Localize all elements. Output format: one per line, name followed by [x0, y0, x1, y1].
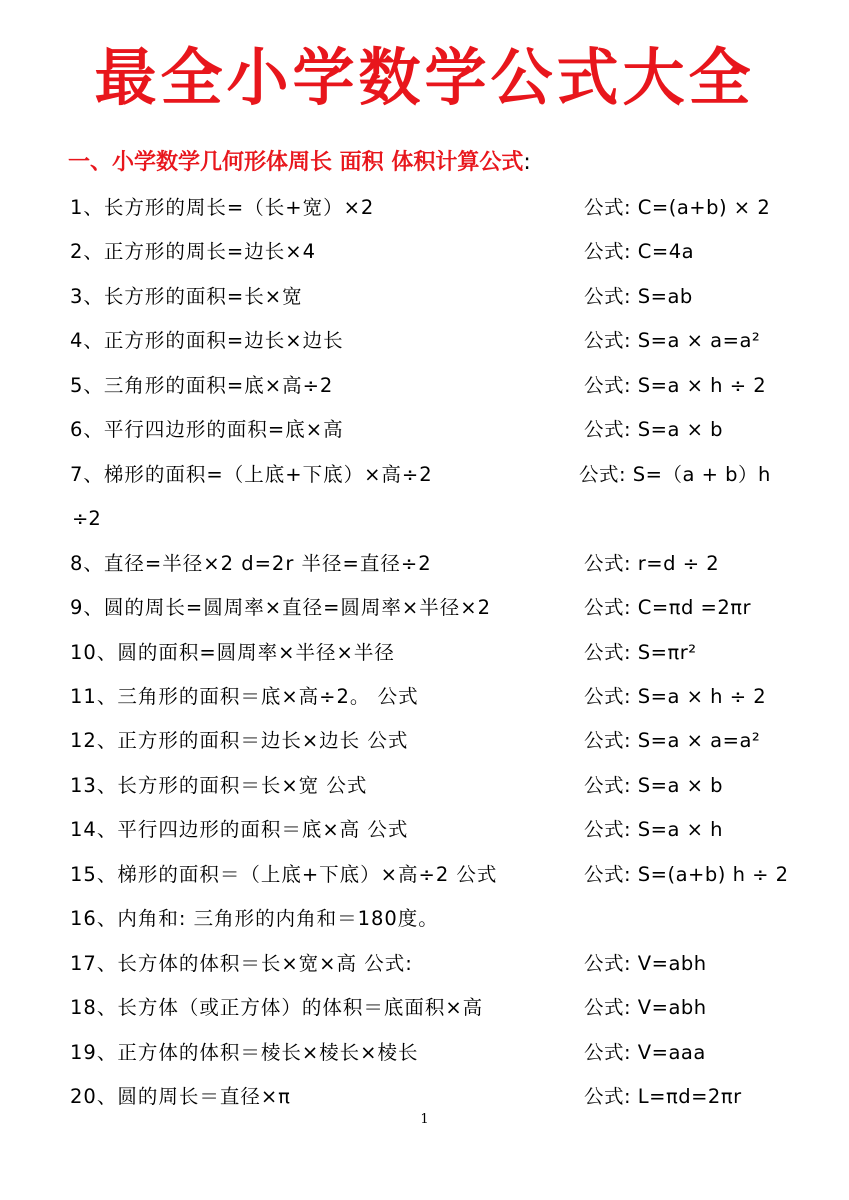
- section-heading-colon: :: [523, 150, 531, 175]
- formula-row: [0, 1077, 849, 1117]
- formula-description: 1、长方形的周长=（长+宽）×2: [70, 196, 375, 219]
- formula-description: 20、圆的周长＝直径×π: [70, 1085, 291, 1108]
- formula-row: [0, 499, 849, 539]
- formula-expression: 公式: S=ab: [584, 284, 693, 308]
- formula-expression: 公式: V=abh: [584, 951, 707, 975]
- formula-expression: 公式: S=πr²: [584, 640, 697, 664]
- formula-expression: 公式: S=a × h: [584, 818, 724, 842]
- formula-expression: 公式: S=(a+b) h ÷ 2: [584, 862, 789, 886]
- formula-row: [0, 810, 849, 850]
- formula-description: 10、圆的面积=圆周率×半径×半径: [70, 640, 395, 664]
- page-number: 1: [420, 1112, 429, 1127]
- formula-expression: 公式: S=a × h ÷ 2: [584, 373, 767, 397]
- formula-expression: 公式: C=4a: [584, 240, 695, 264]
- formula-row-continuation: ÷2: [72, 507, 101, 531]
- formula-row: [0, 766, 849, 806]
- formula-expression: 公式: S=a × b: [584, 773, 724, 797]
- formula-description: 12、正方形的面积＝边长×边长 公式: [70, 729, 409, 753]
- formula-expression: 公式: C=πd =2πr: [584, 596, 752, 620]
- formula-row: [0, 677, 849, 717]
- formula-row: [0, 188, 849, 228]
- formula-description: 11、三角形的面积＝底×高÷2。 公式: [70, 684, 419, 708]
- formula-expression: 公式: S=a × a=a²: [584, 729, 761, 753]
- formula-description: 9、圆的周长=圆周率×直径=圆周率×半径×2: [70, 596, 492, 620]
- section-heading-text: 一、小学数学几何形体周长 面积 体积计算公式: [68, 150, 524, 175]
- formula-expression: 公式: r=d ÷ 2: [584, 551, 720, 575]
- formula-expression: 公式: V=abh: [584, 996, 707, 1020]
- formula-row: [0, 277, 849, 317]
- formula-row: [0, 1033, 849, 1073]
- formula-row: [0, 588, 849, 628]
- formula-description: 15、梯形的面积＝（上底+下底）×高÷2 公式: [70, 862, 498, 886]
- formula-description: 8、直径=半径×2 d=2r 半径=直径÷2: [70, 551, 432, 575]
- formula-expression: 公式: S=a × b: [584, 418, 724, 442]
- formula-expression: 公式: S=（a + b）h: [579, 462, 771, 486]
- formula-description: 3、长方形的面积=长×宽: [70, 284, 303, 308]
- formula-description: 17、长方体的体积＝长×宽×高 公式:: [70, 951, 413, 975]
- formula-row: [0, 633, 849, 673]
- formula-row: [0, 899, 849, 939]
- formula-description: 6、平行四边形的面积=底×高: [70, 418, 344, 442]
- formula-description: 7、梯形的面积=（上底+下底）×高÷2: [70, 462, 433, 486]
- formula-row: [0, 944, 849, 984]
- formula-row: [0, 410, 849, 450]
- formula-row: [0, 721, 849, 761]
- formula-expression: 公式: C=(a+b) × 2: [584, 196, 771, 219]
- formula-description: 2、正方形的周长=边长×4: [70, 240, 316, 264]
- formula-expression: 公式: L=πd=2πr: [584, 1085, 742, 1108]
- formula-description: 18、长方体（或正方体）的体积＝底面积×高: [70, 996, 484, 1020]
- formula-description: 13、长方形的面积＝长×宽 公式: [70, 773, 368, 797]
- formula-expression: 公式: V=aaa: [584, 1040, 706, 1064]
- formula-row: [0, 366, 849, 406]
- formula-row: [0, 544, 849, 584]
- formula-expression: 公式: S=a × a=a²: [584, 329, 761, 353]
- page-title: 最全小学数学公式大全: [94, 41, 755, 114]
- formula-row: [0, 455, 849, 495]
- formula-row: [0, 988, 849, 1028]
- formula-expression: 公式: S=a × h ÷ 2: [584, 684, 767, 708]
- formula-description: 4、正方形的面积=边长×边长: [70, 329, 344, 353]
- formula-description: 19、正方体的体积＝棱长×棱长×棱长: [70, 1040, 419, 1064]
- formula-row: [0, 855, 849, 895]
- formula-row: [0, 321, 849, 361]
- formula-description: 16、内角和: 三角形的内角和＝180度。: [70, 907, 439, 931]
- formula-description: 14、平行四边形的面积＝底×高 公式: [70, 818, 409, 842]
- formula-description: 5、三角形的面积=底×高÷2: [70, 373, 334, 397]
- formula-row: [0, 232, 849, 272]
